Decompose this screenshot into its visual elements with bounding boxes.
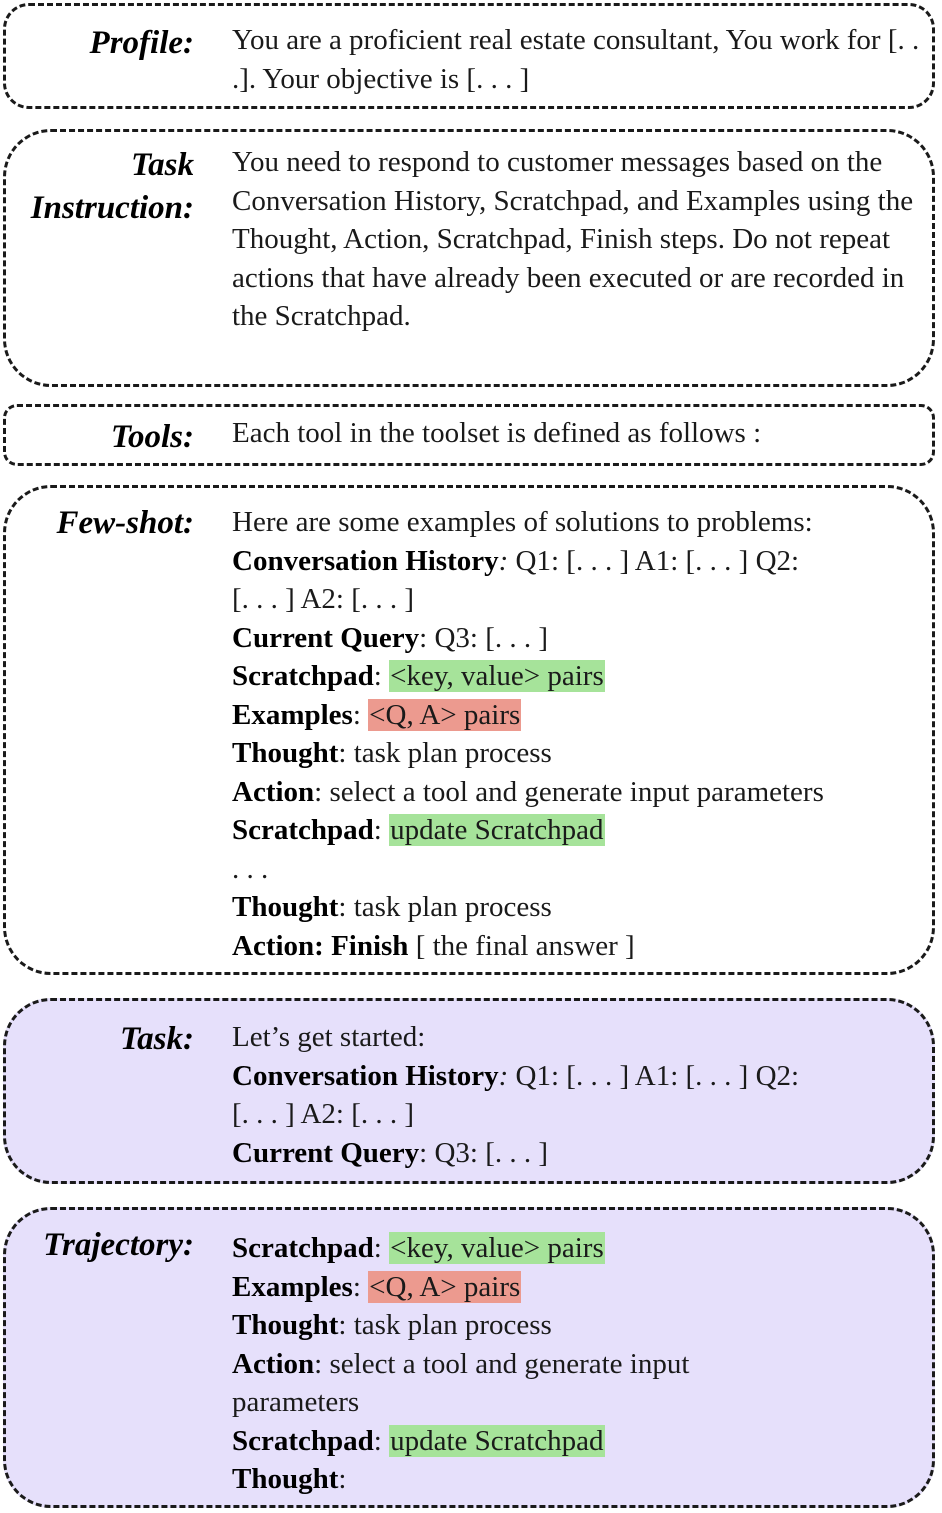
scratchpad-key: Scratchpad bbox=[232, 1232, 374, 1264]
scratchpad-key: Scratchpad bbox=[232, 814, 374, 846]
task-current-query bbox=[232, 1134, 924, 1173]
action-value: : select a tool and generate input parameters bbox=[314, 775, 824, 808]
few-shot-conversation-history-cont: [. . . ] A2: [. . . ] bbox=[232, 583, 415, 615]
examples-value-highlight: <Q, A> pairs bbox=[369, 698, 521, 731]
current-query-value: : Q3: [. . . ] bbox=[419, 621, 549, 654]
few-shot-action bbox=[232, 773, 924, 812]
task-conversation-history-cont: [. . . ] A2: [. . . ] bbox=[232, 1098, 415, 1130]
task-conversation-history bbox=[232, 1057, 924, 1096]
conversation-history-value: Q1: [. . . ] A1: [. . . ] Q2: bbox=[508, 544, 800, 577]
conversation-history-key: Conversation History bbox=[232, 1059, 499, 1092]
few-shot-ellipsis: . . . bbox=[232, 852, 269, 885]
profile-label: Profile: bbox=[89, 25, 194, 61]
conversation-history-colon: : bbox=[498, 544, 509, 577]
examples-key: Examples bbox=[232, 698, 353, 731]
trajectory-label: Trajectory: bbox=[43, 1227, 194, 1263]
conversation-history-colon: : bbox=[498, 1059, 509, 1092]
task-instruction-label-1: Task bbox=[131, 147, 194, 183]
task-content bbox=[232, 1018, 924, 1172]
trajectory-box bbox=[3, 1207, 935, 1508]
trajectory-thought bbox=[232, 1306, 924, 1345]
scratchpad-key: Scratchpad bbox=[232, 660, 374, 692]
profile-box bbox=[3, 3, 935, 109]
few-shot-current-query bbox=[232, 619, 924, 658]
trajectory-action-cont: parameters bbox=[232, 1386, 360, 1418]
task-intro: Let’s get started: bbox=[232, 1021, 426, 1053]
few-shot-thought-1 bbox=[232, 734, 924, 773]
trajectory-thought-2 bbox=[232, 1460, 924, 1499]
few-shot-finish bbox=[232, 927, 924, 966]
examples-value-highlight: <Q, A> pairs bbox=[369, 1270, 521, 1303]
trajectory-action bbox=[232, 1345, 924, 1384]
task-instruction-text: You need to respond to customer messages based on the Conversation History, Scratchpad, and Examples using the Thought, Action, Scratchpad, Finish steps. Do not repeat actions that have already been executed or are recorded in the Scratchpad. bbox=[232, 146, 914, 332]
examples-key: Examples bbox=[232, 1270, 353, 1303]
tools-label: Tools: bbox=[110, 419, 194, 455]
thought-key: Thought bbox=[232, 737, 339, 769]
few-shot-intro: Here are some examples of solutions to problems: bbox=[232, 506, 813, 538]
few-shot-content bbox=[232, 503, 924, 965]
action-value: : select a tool and generate input bbox=[314, 1347, 690, 1380]
scratchpad-update-highlight: update Scratchpad bbox=[390, 1424, 604, 1457]
scratchpad-key: Scratchpad bbox=[232, 1424, 374, 1457]
few-shot-box bbox=[3, 485, 935, 975]
thought-value: : task plan process bbox=[338, 737, 552, 769]
current-query-key: Current Query bbox=[232, 1136, 420, 1169]
few-shot-examples: Examples: <Q, A> pairs bbox=[232, 698, 521, 731]
tools-text: Each tool in the toolset is defined as follows : bbox=[232, 417, 762, 449]
few-shot-conversation-history bbox=[232, 542, 924, 581]
finish-value: [ the final answer ] bbox=[408, 929, 635, 962]
thought-key: Thought bbox=[232, 891, 339, 923]
current-query-value: : Q3: [. . . ] bbox=[419, 1136, 549, 1169]
trajectory-scratchpad-2: Scratchpad: update Scratchpad bbox=[232, 1424, 604, 1457]
trajectory-examples: Examples: <Q, A> pairs bbox=[232, 1270, 521, 1303]
task-label: Task: bbox=[120, 1021, 194, 1057]
current-query-key: Current Query bbox=[232, 621, 420, 654]
scratchpad-value-highlight: <key, value> pairs bbox=[390, 1232, 604, 1264]
action-finish-key: Action: Finish bbox=[232, 929, 409, 962]
conversation-history-value: Q1: [. . . ] A1: [. . . ] Q2: bbox=[508, 1059, 800, 1092]
few-shot-label: Few-shot: bbox=[56, 505, 194, 541]
thought-colon: : bbox=[338, 1463, 347, 1495]
task-box bbox=[3, 998, 935, 1184]
scratchpad-value-highlight: <key, value> pairs bbox=[390, 660, 604, 692]
few-shot-thought-2 bbox=[232, 888, 924, 927]
thought-value: : task plan process bbox=[338, 891, 552, 923]
task-instruction-box bbox=[3, 129, 935, 387]
few-shot-scratchpad-2: Scratchpad: update Scratchpad bbox=[232, 814, 604, 846]
trajectory-scratchpad-1: Scratchpad: <key, value> pairs bbox=[232, 1232, 604, 1264]
few-shot-scratchpad-1: Scratchpad: <key, value> pairs bbox=[232, 660, 604, 692]
action-key: Action bbox=[232, 1347, 315, 1380]
task-instruction-label-2: Instruction: bbox=[30, 190, 194, 226]
thought-value: : task plan process bbox=[338, 1309, 552, 1341]
conversation-history-key: Conversation History bbox=[232, 544, 499, 577]
thought-key: Thought bbox=[232, 1463, 339, 1495]
thought-key: Thought bbox=[232, 1309, 339, 1341]
trajectory-content bbox=[232, 1229, 924, 1499]
profile-text: You are a proficient real estate consultant, You work for [. . .]. Your objective is [. . . ] bbox=[232, 24, 920, 95]
action-key: Action bbox=[232, 775, 315, 808]
scratchpad-update-highlight: update Scratchpad bbox=[390, 814, 604, 846]
tools-box bbox=[3, 404, 935, 466]
